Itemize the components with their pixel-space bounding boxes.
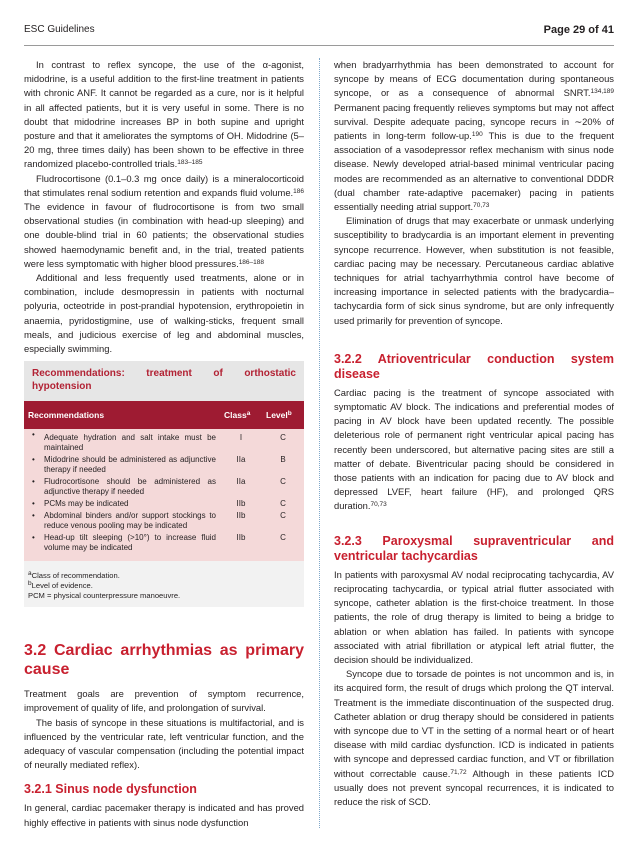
table-row: • Adequate hydration and salt intake must be maintained I C: [24, 429, 304, 454]
paragraph: Additional and less frequently used treatments, alone or in combination, include desmopressin in patients with nocturnal polyuria, octeotride in post-prandial hypotension, erythropoietin in anaemia, pyridostigmine, use of walking-sticks, frequent small meals, and judicious exercise of leg and abdominal muscles, especially swimming.: [24, 272, 304, 355]
paragraph: Cardiac pacing is the treatment of syncope associated with symptomatic AV block. The indications and preferential modes of pacing in AV block have been updated recently. The possible deleterious role of permanent right ventricular apical pacing has recently been underscored, but alternative pacing sites are still a matter of debate. Biventricular pacing should be considered in those patients with an indication for pacing due to AV block and depressed LVEF, heart failure (HF), and prolonged QRS duration.$^{70,73}$: [334, 386, 614, 512]
right-column: [334, 58, 614, 809]
recommendations-box: [24, 361, 304, 607]
paragraph: In general, cardiac pacemaker therapy is indicated and has proved highly effective in patients with sinus node dysfunction: [24, 802, 304, 828]
column-divider: [319, 58, 320, 828]
table-row: • PCMs may be indicated IIb C: [24, 498, 304, 510]
recommendations-table: [24, 401, 304, 561]
section-heading: 3.2 Cardiac arrhythmias as primary cause: [24, 642, 304, 679]
journal-title: ESC Guidelines: [24, 24, 95, 35]
table-row: • Head-up tilt sleeping (>10°) to increase fluid volume may be indicated IIb C: [24, 532, 304, 561]
recommendations-title: Recommendations: treatment of orthostatic hypotension: [24, 361, 304, 401]
table-row: • Abdominal binders and/or support stockings to reduce venous pooling may be indicated IIb C: [24, 510, 304, 532]
paragraph: In patients with paroxysmal AV nodal reciprocating tachycardia, AV reciprocating tachycardia, or typical atrial flutter associated with syncope, catheter ablation is the first-choice treatment. In those patients, the role of drug therapy is limited to being a bridge to ablation or when ablation has failed. In patients with syncope associated with atrial fibrillation or atypical left atrial flutter, the decision should be individualized.: [334, 568, 614, 665]
paragraph: The basis of syncope in these situations is multifactorial, and is influenced by the ventricular rate, left ventricular function, and the adequacy of vascular compensation (including the potential impact of neurally mediated reflex).: [24, 716, 304, 771]
paragraph: Syncope due to torsade de pointes is not uncommon and is, in its acquired form, the result of drugs which prolong the QT interval. Treatment is the immediate discontinuation of the suspected drug. Catheter ablation or drug therapy should be considered in patients with syncope due to VT in the setting of a normal heart or of heart disease with mild cardiac dysfunction. ICD is indicated in patients with syncope and depressed cardiac function, and VT or fibrillation without correctable cause.$^{71,72}$ Although in these patients ICD usually does not prevent syncopal recurrences, it is indicated to reduce the risk of SCD.: [334, 668, 614, 807]
page-number: Page 29 of 41: [543, 24, 614, 36]
paragraph: In contrast to reflex syncope, the use of the α-agonist, midodrine, is a useful addition to the first-line treatment in patients with chronic ANF. It cannot be regarded as a cure, nor is it helpful in all affected patients, but it is very useful in some. There is no doubt that midodrine increases BP in both supine and upright posture and that it ameliorates the symptoms of OH. Midodrine (5–20 mg, three times daily) has been shown to be effective in three randomized placebo-controlled trials.$^{183-185}$: [24, 59, 304, 170]
table-row: • Midodrine should be administered as adjunctive therapy if needed IIa B: [24, 454, 304, 476]
subsection-heading: 3.2.2 Atrioventricular conduction system disease: [334, 351, 614, 381]
left-column: [24, 58, 304, 830]
paragraph: Treatment goals are prevention of symptom recurrence, improvement of quality of life, and prolongation of survival.: [24, 688, 304, 714]
paragraph: when bradyarrhythmia has been demonstrated to account for syncope by means of ECG documentation during spontaneous syncope, or as a consequence of abnormal SNRT.$^{134,189}$ Permanent pacing frequently relieves symptoms but may not affect survival. Despite adequate pacing, syncope recurs in ∼20% of patients in long-term follow-up.$^{190}$ This is due to the frequent association of a vasodepressor reflex mechanism with sinus node disease. Newly developed atrial-based minimal ventricular pacing modes are recommended as an alternative to conventional DDDR (dual chamber rate-adaptive pacemaker) pacing in patients essentially needing atrial support.$^{70,73}$: [334, 59, 614, 213]
table-row: • Fludrocortisone should be administered as adjunctive therapy if needed IIa C: [24, 476, 304, 498]
col-header-level: Level$^b$: [262, 401, 304, 429]
running-header: [24, 24, 614, 40]
col-header-class: Class$^a$: [220, 401, 262, 429]
col-header-recommendations: Recommendations: [24, 401, 220, 429]
paragraph: Fludrocortisone (0.1–0.3 mg once daily) is a mineralocorticoid that stimulates renal sodium retention and expands fluid volume.$^{186}$ The evidence in favour of fludrocortisone is from two small observational studies (in combination with head-up sleeping) and one double-blind trial in 60 patients; the observational studies showed haemodynamic benefit and, in the trial, treated patients were less symptomatic with higher blood pressures.$^{186-188}$: [24, 172, 304, 269]
subsection-heading: 3.2.1 Sinus node dysfunction: [24, 782, 197, 797]
header-rule: [24, 45, 614, 46]
paragraph: Elimination of drugs that may exacerbate or unmask underlying susceptibility to bradycardia is an important element in preventing syncope recurrence. However, when substitution is not feasible, cardiac pacing may be necessary. Percutaneous cardiac ablative techniques for atrial tachyarrhythmia control have become of increasing importance in selected patients with the bradycardia–tachycardia form of sick sinus syndrome, but are only infrequently used primarily for prevention of syncope.: [334, 215, 614, 326]
table-footnotes: $^a$Class of recommendation. $^b$Level of evidence. PCM = physical counterpressure manoeuvre.: [28, 570, 181, 601]
subsection-heading: 3.2.3 Paroxysmal supraventricular and ventricular tachycardias: [334, 533, 614, 563]
